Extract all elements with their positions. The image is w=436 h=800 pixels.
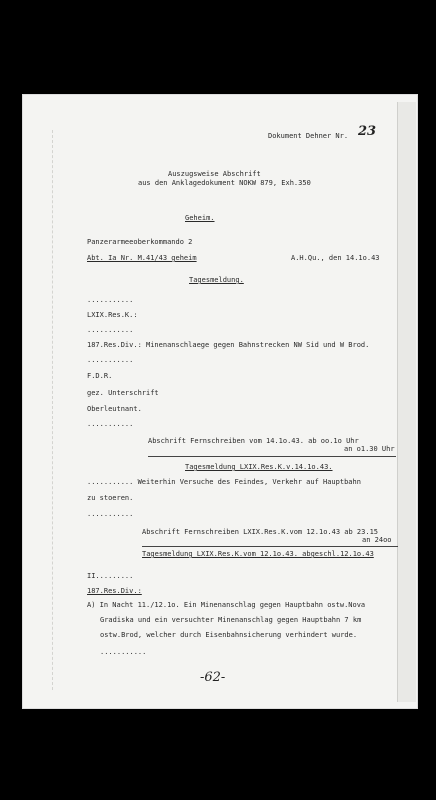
- section-ii: II.........: [87, 572, 134, 580]
- reference-number: Abt. Ia Nr. M.41/43 geheim: [87, 254, 197, 262]
- page-number: -62-: [200, 670, 226, 685]
- report-1-text-1: ........... Weiterhin Versuche des Feindes, Verkehr auf Hauptbahn: [87, 478, 361, 486]
- title-line-2: aus den Anklagedokument NOKW 879, Exh.350: [138, 179, 311, 187]
- fdr: F.D.R.: [87, 372, 113, 380]
- paper-edge: [397, 102, 416, 702]
- document-label: Dokument Dehner Nr.: [268, 132, 349, 140]
- punch-hole-line: [52, 130, 55, 690]
- lxix-heading: LXIX.Res.K.:: [87, 311, 138, 319]
- signature-note: gez. Unterschrift: [87, 389, 159, 397]
- item-a-line-1: A) In Nacht 11./12.1o. Ein Minenanschlag gegen Hauptbahn ostw.Nova: [87, 601, 366, 609]
- ellipsis-5: ...........: [87, 510, 134, 518]
- title-line-1: Auszugsweise Abschrift: [168, 170, 261, 178]
- ellipsis-1: ...........: [87, 296, 134, 304]
- div187-heading: 187.Res.Div.:: [87, 587, 142, 595]
- separator-2: [142, 546, 398, 547]
- copy-telex-1-time: an o1.30 Uhr: [344, 445, 395, 453]
- separator-1: [148, 456, 396, 457]
- daily-report-2: Tagesmeldung LXIX.Res.K.vom 12.1o.43. abgeschl.12.1o.43: [142, 550, 374, 558]
- ellipsis-3: ...........: [87, 356, 134, 364]
- copy-telex-1: Abschrift Fernschreiben vom 14.1o.43. ab oo.1o Uhr: [148, 437, 359, 445]
- rank: Oberleutnant.: [87, 405, 142, 413]
- copy-telex-2: Abschrift Fernschreiben LXIX.Res.K.vom 12.1o.43 ab 23.15: [142, 528, 379, 536]
- item-a-line-2: Gradiska und ein versuchter Minenanschlag gegen Hauptbahn 7 km: [100, 616, 362, 624]
- copy-telex-2-time: an 24oo: [362, 536, 392, 544]
- item-a-line-3: ostw.Brod, welcher durch Eisenbahnsicherung verhindert wurde.: [100, 631, 358, 639]
- div187-mines: 187.Res.Div.: Minenanschlaege gegen Bahnstrecken NW Sid und W Brod.: [87, 341, 370, 349]
- ellipsis-6: ...........: [100, 648, 147, 656]
- document-number: 23: [358, 124, 377, 139]
- command-name: Panzerarmeeoberkommando 2: [87, 238, 193, 246]
- secret-heading: Geheim.: [185, 214, 215, 222]
- place-date: A.H.Qu., den 14.1o.43: [291, 254, 380, 262]
- daily-report-1: Tagesmeldung LXIX.Res.K.v.14.1o.43.: [185, 463, 333, 471]
- ellipsis-2: ...........: [87, 326, 134, 334]
- daily-report-heading: Tagesmeldung.: [189, 276, 244, 284]
- ellipsis-4: ...........: [87, 420, 134, 428]
- report-1-text-2: zu stoeren.: [87, 494, 134, 502]
